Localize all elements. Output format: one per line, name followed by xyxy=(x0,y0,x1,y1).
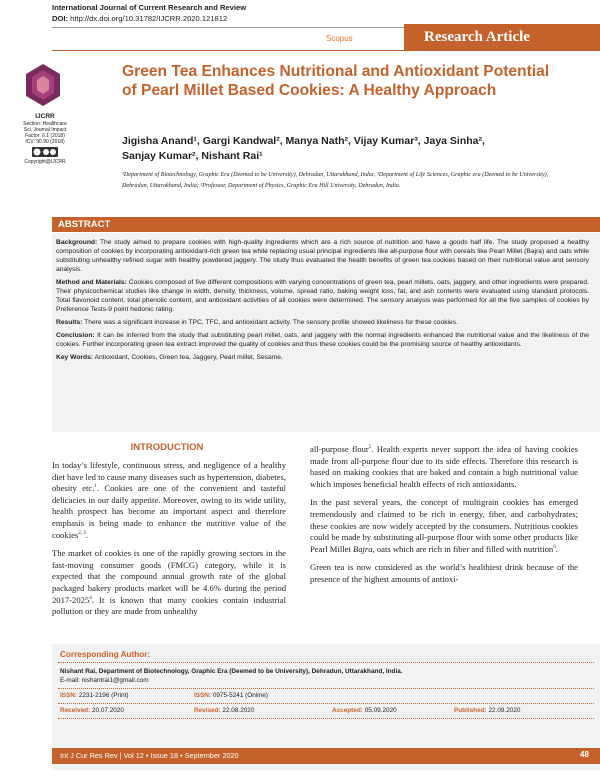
page-number: 48 xyxy=(580,750,589,759)
text-run: The market of cookies is one of the rapidly growing sectors in the fast-moving consumer goods (FMCG) category, while it is expected that the compound annual growth rate of the global packaged bakery products market will be 4.6% during the period 2017-2025 xyxy=(52,548,286,605)
received-date xyxy=(60,707,124,714)
text-run: . Cookies are one of the convenient and tasteful delicacies in our daily appetite. Moreover, owing to its wide utility, health prospect has become an important aspect and therefore emphasis is being made to enhance the nutritive value of the cookies xyxy=(52,483,287,540)
revised-label: Revised: xyxy=(194,707,221,714)
dotted-divider xyxy=(58,703,594,704)
author-list xyxy=(122,134,562,163)
accepted-value: 05.09.2020 xyxy=(364,707,397,714)
abstract-body xyxy=(56,238,589,366)
eissn-value: 0975-5241 (Online) xyxy=(212,692,268,699)
keywords-text: Antioxidant, Cookies, Green tea, Jaggery, Pearl millet, Sesame. xyxy=(94,354,283,361)
introduction-heading: INTRODUCTION xyxy=(130,442,204,453)
doi-line[interactable] xyxy=(52,14,227,23)
icv-line: ICV: 90.90 (2018) xyxy=(25,139,65,145)
cc-license-icon xyxy=(32,147,58,157)
article-type-banner: Research Article xyxy=(404,24,600,50)
text-run: In today’s lifestyle, continuous stress, and negligence of a healthy diet have led to cause many diseases such as hypertension, diabetes, obesity etc. xyxy=(52,460,286,494)
published-date xyxy=(454,707,520,714)
citation-ref[interactable]: 6 xyxy=(553,544,556,550)
authors-line-2: Sanjay Kumar², Nishant Rai¹ xyxy=(122,149,263,162)
citation-ref[interactable]: 2, 3 xyxy=(78,530,86,536)
dotted-divider xyxy=(58,718,594,719)
body-column-left xyxy=(52,460,286,625)
text-run: In the past several years, the concept of multigrain cookies has emerged tremendously and claimed to be rich in energy, fiber, and carbohydrates; these cookies are now widely accepted by the consumers. Nutritious cookies could be made by substituting all-purpose flour with some other products like Pearl Millet xyxy=(310,497,578,554)
accepted-date xyxy=(332,707,397,714)
results-text: There was a significant increase in TPC, TFC, and antioxidant activity. The sensory profile showed likeliness for these cookies. xyxy=(84,319,458,326)
text-run: . Health experts never support the idea of having cookies made from all-purpose flour due to its side effects. Therefore this research is based on making cookies that are baked and contain a high nutritional value which imposes beneficial health effects of rich antioxidants. xyxy=(310,444,579,489)
background-text: The study aimed to prepare cookies with high-quality ingredients which are a rich source of nutrition and have a goods half life. The study proposed a healthy composition of cookies by incorporating antioxidant-rich green tea while replacing usual principal ingredients like all-purpose flour with cereals like Pearl Millet (Bajra) and oats while substituting unhealthy refined sugar with healthy powdered jaggery. The study thus evaluated the health benefits of green tea cookies based on their nutritional value and sensory analysis. xyxy=(56,239,589,273)
issn-value: 2231-2196 (Print) xyxy=(78,692,129,699)
doi-link[interactable]: http://dx.doi.org/10.31782/IJCRR.2020.121812 xyxy=(70,14,228,23)
background-label: Background: xyxy=(56,239,98,246)
authors-line-1: Jigisha Anand¹, Gargi Kandwal², Manya Nath², Vijay Kumar³, Jaya Sinha², xyxy=(122,135,485,147)
abstract-methods xyxy=(56,278,589,314)
citation-ref[interactable]: 4 xyxy=(89,595,92,601)
keywords-label: Key Words: xyxy=(56,354,94,361)
results-label: Results: xyxy=(56,319,83,326)
intro-paragraph-2 xyxy=(52,548,286,618)
corresponding-heading: Corresponding Author: xyxy=(60,650,151,659)
intro-paragraph-3 xyxy=(310,444,578,490)
intro-paragraph-5: Green tea is now considered as the world’s healthiest drink because of the presence of the highest amounts of antioxi- xyxy=(310,562,578,584)
italic-term: Bajra xyxy=(352,543,373,554)
header-rule xyxy=(52,27,404,28)
accepted-label: Accepted: xyxy=(332,707,363,714)
conclusion-label: Conclusion: xyxy=(56,332,95,339)
affiliations: ¹Department of Biotechnology, Graphic Era (Deemed to be University), Dehradun, Uttarakhand, India; ²Department of Life Sciences, Graphic era (Deemed to be University), Dehradun, Uttarakhand, India; ³Professor, Department of Physics, Graphic Era Hill University, Dehradun, India. xyxy=(122,172,549,189)
issn-print xyxy=(60,692,129,699)
doi-label: DOI: xyxy=(52,14,69,23)
published-value: 22.09.2020 xyxy=(488,707,521,714)
intro-paragraph-4 xyxy=(310,497,578,555)
text-run: all-purpose flour xyxy=(310,444,369,454)
text-run: . xyxy=(85,529,88,540)
abstract-keywords xyxy=(56,353,589,362)
footer-citation: Int J Cur Res Rev | Vol 12 • Issue 18 • September 2020 xyxy=(60,751,239,760)
citation-ref[interactable]: 5 xyxy=(368,445,372,451)
abstract-heading: ABSTRACT xyxy=(52,217,600,232)
citation-ref[interactable]: 1 xyxy=(94,484,97,490)
issn-label: ISSN: xyxy=(60,692,78,699)
impact-line1: Sci. Journal Impact xyxy=(23,127,67,133)
corr-author-name: Nishant Rai, xyxy=(60,668,97,675)
revised-date xyxy=(194,707,254,714)
text-run: . It is known that many cookies contain industrial pollution or they are made from unhealthy xyxy=(52,594,286,617)
corr-address: Department of Biotechnology, Graphic Era (Deemed to be University), Dehradun, Uttarakhand, India. xyxy=(98,668,403,675)
received-label: Received: xyxy=(60,707,91,714)
conclusion-text: It can be inferred from the study that substituting pearl millet, oats, and jaggery with the normal ingredients enhanced the nutritional value and the likeliness of the cookies. Further incorporating green tea extract improved the quality of cookies and thus these cookies could be the promising source of healthy antioxidants. xyxy=(56,332,589,348)
intro-paragraph-1 xyxy=(52,460,286,541)
copyright-label: Copyright@IJCRR xyxy=(24,159,66,165)
journal-metrics xyxy=(22,114,68,165)
section-label: Section: Healthcare xyxy=(23,121,67,127)
methods-label: Method and Materials: xyxy=(56,279,127,286)
eissn-label: ISSN: xyxy=(194,692,212,699)
text-run: . xyxy=(555,543,558,554)
dotted-divider xyxy=(58,662,594,663)
ijcrr-logo-icon xyxy=(22,62,64,112)
body-column-right xyxy=(310,444,578,593)
page-footer xyxy=(52,748,600,764)
scopus-logo: Scopus xyxy=(326,34,353,43)
issn-online xyxy=(194,692,268,699)
revised-value: 22.08.2020 xyxy=(222,707,255,714)
text-run: , oats which are rich in fiber and filled with nutrition xyxy=(372,543,554,554)
methods-text: Cookies composed of five different compositions with varying concentrations of green tea, pearl millets, oats, jaggery, and other ingredients were prepared. Their physicochemical studies like change in width, density, thickness, volume, spread ratio, baking weight loss, fat, and ash contents were evaluated using standard protocols. Total flavonoid content, total phenolic content, and antioxidant activities of all cookies were determined. The sensory analysis was performed for all the five samples of cookies by Preference Tests-9 point hedonic rating. xyxy=(56,279,589,313)
header-accent-rule xyxy=(52,50,600,51)
author-address xyxy=(60,668,403,675)
abstract-background xyxy=(56,238,589,274)
journal-name: International Journal of Current Research and Review xyxy=(52,3,247,12)
abstract-results xyxy=(56,318,589,327)
article-title: Green Tea Enhances Nutritional and Antioxidant Potential of Pearl Millet Based Cookies: A Healthy Approach xyxy=(122,63,550,99)
received-value: 20.07.2020 xyxy=(91,707,124,714)
impact-line2: Factor: 6.1 (2018) xyxy=(25,133,65,139)
published-label: Published: xyxy=(454,707,487,714)
dotted-divider xyxy=(58,688,594,689)
author-email[interactable]: E-mail: nishantrai1@gmail.com xyxy=(60,677,149,684)
logo-text: IJCRR xyxy=(35,113,55,120)
abstract-conclusion xyxy=(56,331,589,349)
